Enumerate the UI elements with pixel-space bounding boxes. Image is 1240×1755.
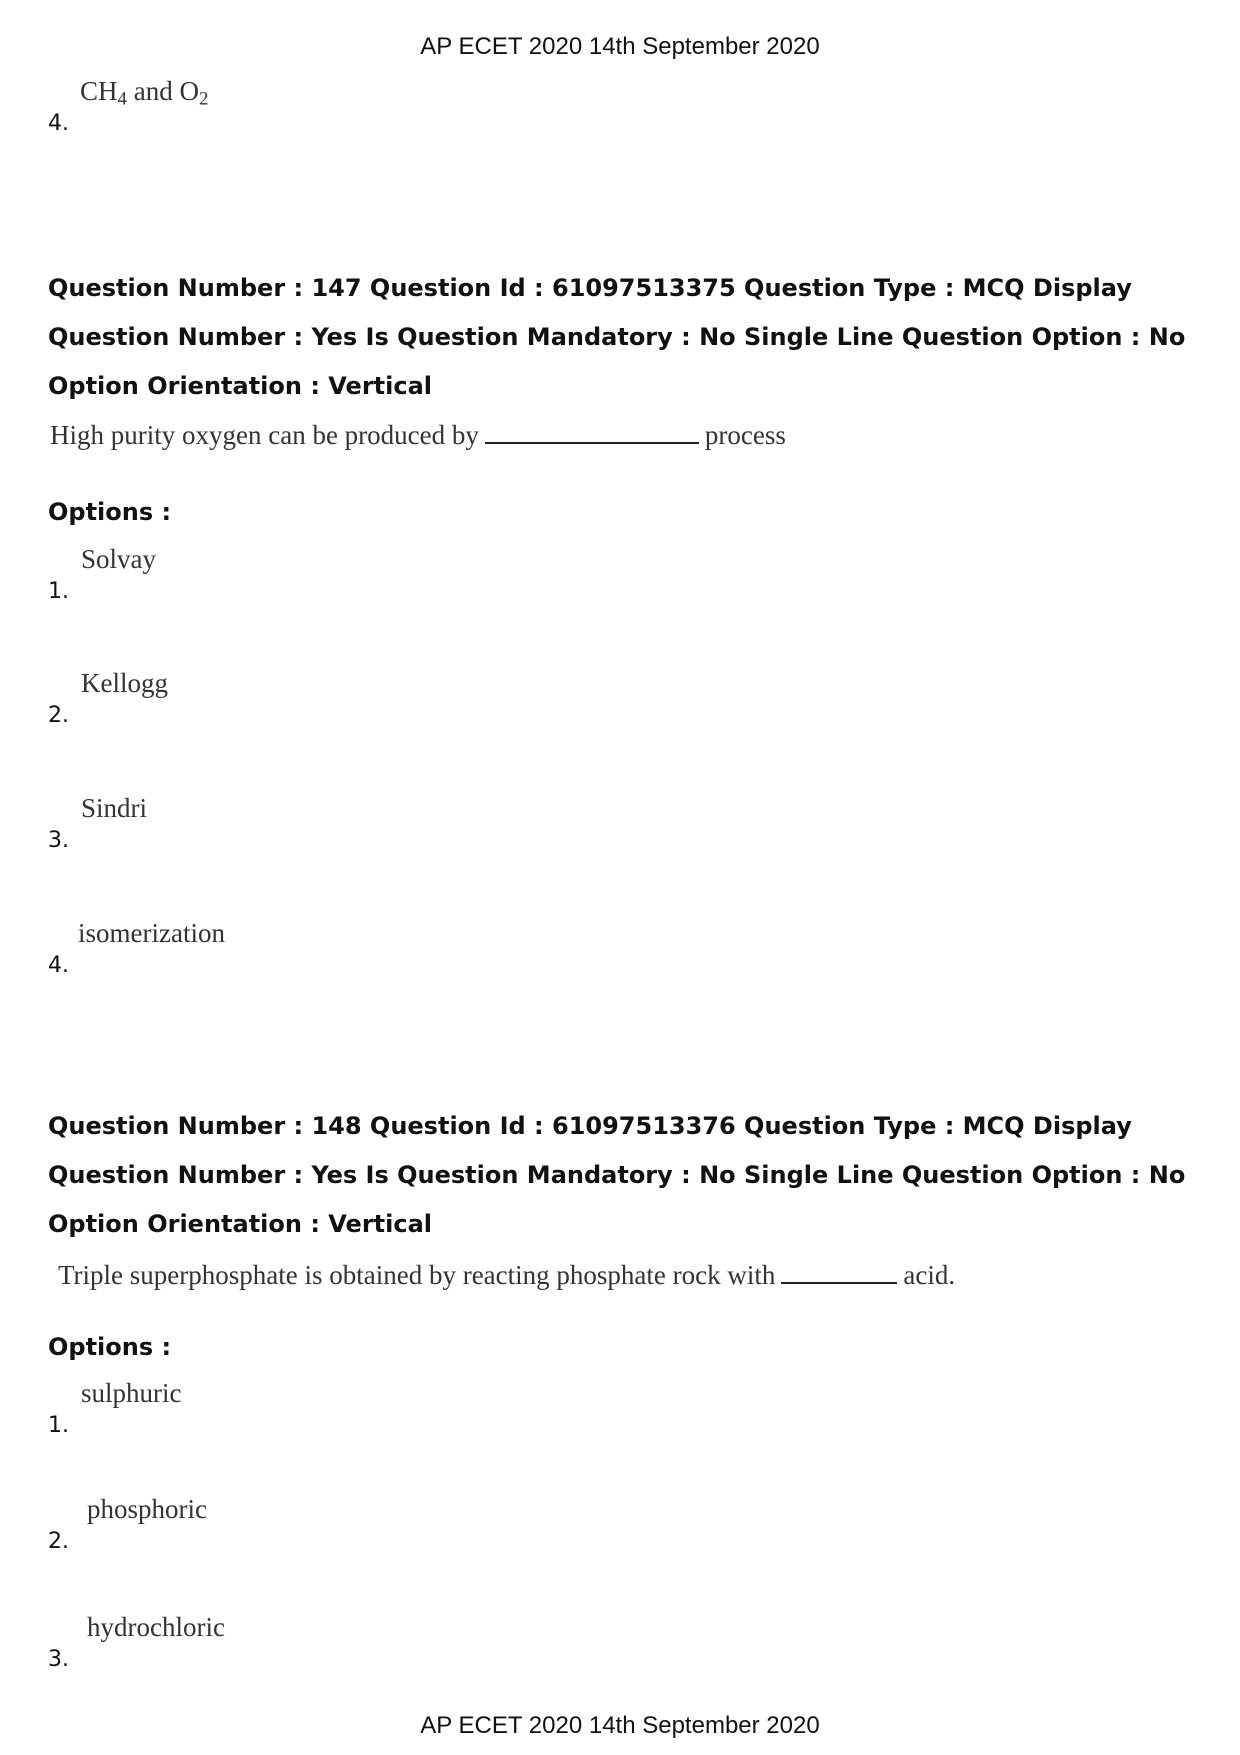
page-footer: AP ECET 2020 14th September 2020 — [420, 1712, 820, 1739]
question-148-text: Triple superphosphate is obtained by reacting phosphate rock with acid. — [58, 1260, 956, 1290]
option-number: 2. — [48, 703, 69, 728]
option-text: Sindri — [81, 793, 148, 823]
question-148-options-label: Options : — [48, 1333, 172, 1361]
option-text: phosphoric — [87, 1494, 207, 1524]
option-number: 1. — [48, 1413, 69, 1438]
option-text: isomerization — [78, 918, 225, 948]
option-text: $CH_4$ and $O_2$ — [80, 76, 209, 110]
option-number: 2. — [48, 1529, 69, 1554]
option-number: 3. — [48, 828, 69, 853]
option-number: 4. — [48, 953, 69, 978]
option-number: 1. — [48, 579, 69, 604]
option-number: 3. — [48, 1647, 69, 1672]
option-text: Kellogg — [81, 668, 168, 698]
option-number: 4. — [48, 111, 69, 136]
option-text: sulphuric — [81, 1378, 182, 1408]
answer-blank — [781, 1281, 897, 1284]
question-147-text: High purity oxygen can be produced by process — [50, 420, 786, 450]
page-header: AP ECET 2020 14th September 2020 — [420, 33, 820, 60]
option-text: hydrochloric — [87, 1612, 225, 1642]
question-148-header: Question Number : 148 Question Id : 61097513376 Question Type : MCQ Display Question Number : Yes Is Question Mandatory : No Single Line Question Option : No Option Orientation : Vertical — [48, 1112, 1186, 1238]
question-147-options-label: Options : — [48, 498, 172, 526]
answer-blank — [485, 441, 699, 444]
question-147-header: Question Number : 147 Question Id : 61097513375 Question Type : MCQ Display Question Number : Yes Is Question Mandatory : No Single Line Question Option : No Option Orientation : Vertical — [48, 274, 1186, 400]
option-text: Solvay — [81, 544, 157, 574]
